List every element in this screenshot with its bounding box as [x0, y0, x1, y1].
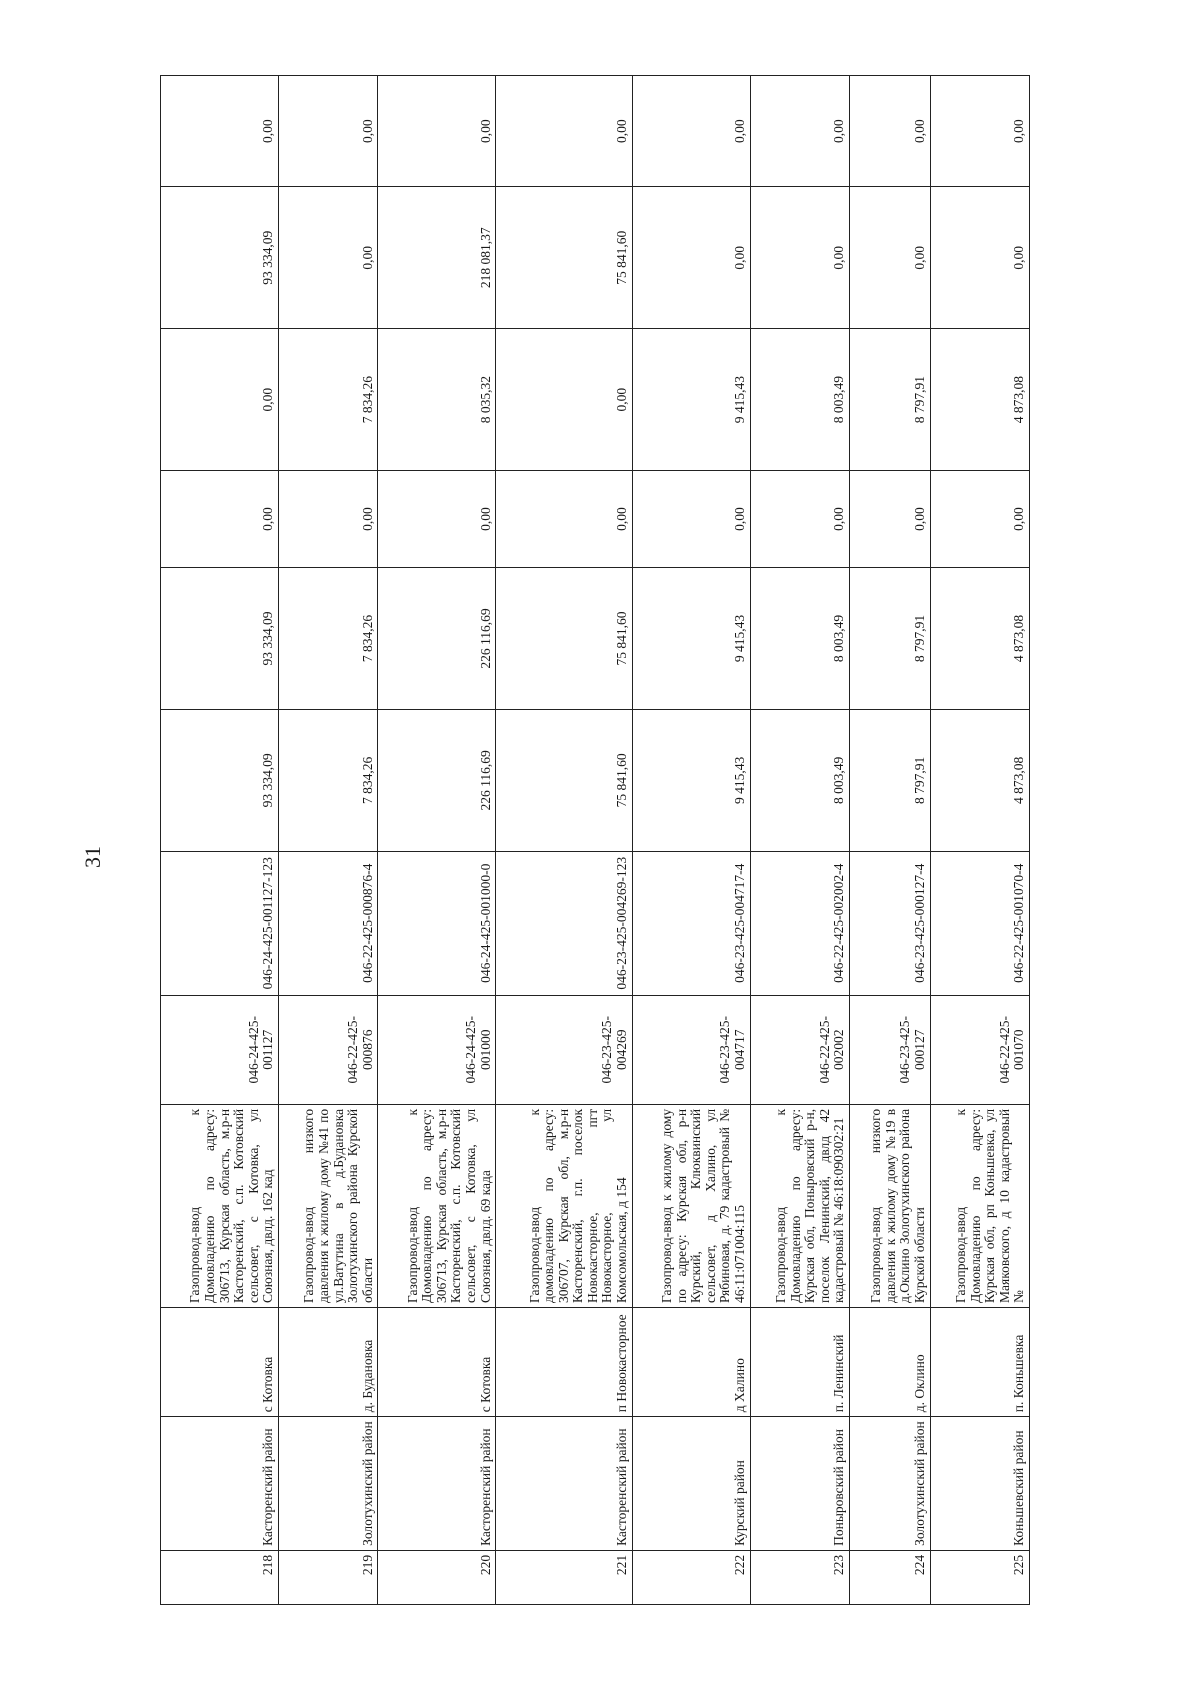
district-cell: Поныровский район: [750, 1417, 849, 1551]
object-code-cell: 046-22-425-001070: [930, 995, 1029, 1104]
district-cell: Касторенский район: [378, 1417, 496, 1551]
object-code-cell: 046-22-425-002002: [750, 995, 849, 1104]
value-cell-4: 7 834,26: [278, 329, 377, 471]
row-number: 224: [849, 1550, 930, 1604]
value-cell-2: 4 873,08: [930, 568, 1029, 710]
district-cell: Золотухинский район: [278, 1417, 377, 1551]
value-cell-5: 75 841,60: [496, 187, 633, 329]
row-number: 222: [632, 1550, 750, 1604]
row-number: 219: [278, 1550, 377, 1604]
register-table-wrap: [160, 75, 1030, 1605]
inventory-code-cell: 046-22-425-000876-4: [278, 851, 377, 995]
object-code-cell: 046-24-425-001127: [161, 995, 279, 1104]
table-row: [632, 76, 750, 1605]
value-cell-2: 226 116,69: [378, 568, 496, 710]
value-cell-6: 0,00: [378, 76, 496, 187]
row-number: 221: [496, 1550, 633, 1604]
row-number: 220: [378, 1550, 496, 1604]
description-cell: Газопровод-ввод к Домовладению по адресу: 306713, Курская область, м.р-н Касторенский, с.п. Котовский сельсовет, с Котовка, ул Союзная, двлд. 162 кад: [161, 1104, 279, 1307]
inventory-code-cell: 046-23-425-000127-4: [849, 851, 930, 995]
settlement-cell: п. Коньшевка: [930, 1308, 1029, 1417]
register-body: [161, 76, 1030, 1605]
object-code-cell: 046-23-425-004269: [496, 995, 633, 1104]
description-cell: Газопровод-ввод низкого давления к жилому дому №41 по ул.Ватутина в д.Будановка Золотухинского района Курской области: [278, 1104, 377, 1307]
value-cell-6: 0,00: [750, 76, 849, 187]
settlement-cell: п. Ленинский: [750, 1308, 849, 1417]
settlement-cell: д. Оклино: [849, 1308, 930, 1417]
value-cell-2: 93 334,09: [161, 568, 279, 710]
value-cell-4: 4 873,08: [930, 329, 1029, 471]
value-cell-3: 0,00: [496, 471, 633, 568]
value-cell-6: 0,00: [930, 76, 1029, 187]
district-cell: Коньшевский район: [930, 1417, 1029, 1551]
inventory-code-cell: 046-24-425-001000-0: [378, 851, 496, 995]
table-row: [930, 76, 1029, 1605]
value-cell-5: 0,00: [632, 187, 750, 329]
value-cell-2: 9 415,43: [632, 568, 750, 710]
value-cell-1: 8 797,91: [849, 709, 930, 851]
value-cell-1: 226 116,69: [378, 709, 496, 851]
value-cell-6: 0,00: [632, 76, 750, 187]
table-row: [161, 76, 279, 1605]
district-cell: Курский район: [632, 1417, 750, 1551]
inventory-code-cell: 046-24-425-001127-123: [161, 851, 279, 995]
value-cell-3: 0,00: [632, 471, 750, 568]
settlement-cell: д. Будановка: [278, 1308, 377, 1417]
value-cell-1: 9 415,43: [632, 709, 750, 851]
description-cell: Газопровод-ввод к Домовладению по адресу: Курская обл, Поныровский р-н, поселок Ленинский, двлд 42 кадастровый № 46:18:090302:21: [750, 1104, 849, 1307]
value-cell-2: 8 797,91: [849, 568, 930, 710]
row-number: 218: [161, 1550, 279, 1604]
value-cell-5: 0,00: [930, 187, 1029, 329]
value-cell-6: 0,00: [496, 76, 633, 187]
inventory-code-cell: 046-22-425-002002-4: [750, 851, 849, 995]
description-cell: Газопровод-ввод низкого давления к жилому дому №19 в д.Оклино Золотухинского района Курской области: [849, 1104, 930, 1307]
settlement-cell: д Халино: [632, 1308, 750, 1417]
value-cell-5: 0,00: [278, 187, 377, 329]
district-cell: Касторенский район: [161, 1417, 279, 1551]
object-code-cell: 046-24-425-001000: [378, 995, 496, 1104]
description-cell: Газопровод-ввод к жилому дому по адресу: Курская обл, р-н Курский, Клюквинский сельсовет, д Халино, ул Рябиновая, д. 79 кадастровый № 46:11:071004:115: [632, 1104, 750, 1307]
value-cell-4: 0,00: [496, 329, 633, 471]
value-cell-3: 0,00: [750, 471, 849, 568]
inventory-code-cell: 046-23-425-004269-123: [496, 851, 633, 995]
settlement-cell: с Котовка: [378, 1308, 496, 1417]
value-cell-3: 0,00: [278, 471, 377, 568]
row-number: 223: [750, 1550, 849, 1604]
value-cell-1: 75 841,60: [496, 709, 633, 851]
value-cell-4: 8 797,91: [849, 329, 930, 471]
value-cell-4: 8 035,32: [378, 329, 496, 471]
row-number: 225: [930, 1550, 1029, 1604]
value-cell-3: 0,00: [378, 471, 496, 568]
settlement-cell: п Новокасторное: [496, 1308, 633, 1417]
table-row: [750, 76, 849, 1605]
value-cell-5: 0,00: [750, 187, 849, 329]
value-cell-2: 7 834,26: [278, 568, 377, 710]
value-cell-5: 218 081,37: [378, 187, 496, 329]
value-cell-4: 9 415,43: [632, 329, 750, 471]
settlement-cell: с Котовка: [161, 1308, 279, 1417]
table-row: [278, 76, 377, 1605]
value-cell-6: 0,00: [161, 76, 279, 187]
value-cell-3: 0,00: [849, 471, 930, 568]
value-cell-4: 8 003,49: [750, 329, 849, 471]
object-code-cell: 046-23-425-000127: [849, 995, 930, 1104]
value-cell-1: 7 834,26: [278, 709, 377, 851]
value-cell-4: 0,00: [161, 329, 279, 471]
object-code-cell: 046-22-425-000876: [278, 995, 377, 1104]
value-cell-1: 4 873,08: [930, 709, 1029, 851]
district-cell: Золотухинский район: [849, 1417, 930, 1551]
inventory-code-cell: 046-23-425-004717-4: [632, 851, 750, 995]
value-cell-6: 0,00: [849, 76, 930, 187]
description-cell: Газопровод-ввод к Домовладению по адресу: 306713, Курская область, м.р-н Касторенский, с.п. Котовский сельсовет, с Котовка, ул Союзная, двлд. 69 када: [378, 1104, 496, 1307]
value-cell-2: 8 003,49: [750, 568, 849, 710]
object-code-cell: 046-23-425-004717: [632, 995, 750, 1104]
value-cell-1: 8 003,49: [750, 709, 849, 851]
value-cell-1: 93 334,09: [161, 709, 279, 851]
inventory-code-cell: 046-22-425-001070-4: [930, 851, 1029, 995]
description-cell: Газопровод-ввод к домовладению по адресу: 306707, Курская обл, м.р-н Касторенский, г.п. поселок Новокасторное, пгт Новокасторное, ул Комсомольская, д 154: [496, 1104, 633, 1307]
value-cell-5: 0,00: [849, 187, 930, 329]
value-cell-3: 0,00: [161, 471, 279, 568]
value-cell-6: 0,00: [278, 76, 377, 187]
table-row: [378, 76, 496, 1605]
value-cell-2: 75 841,60: [496, 568, 633, 710]
table-row: [849, 76, 930, 1605]
description-cell: Газопровод-ввод к Домовладению по адресу: Курская обл, рп Коньшевка, ул Маяковского, д 10 кадастровый №: [930, 1104, 1029, 1307]
district-cell: Касторенский район: [496, 1417, 633, 1551]
register-table: [160, 75, 1030, 1605]
table-row: [496, 76, 633, 1605]
value-cell-3: 0,00: [930, 471, 1029, 568]
value-cell-5: 93 334,09: [161, 187, 279, 329]
page-number: 31: [80, 846, 105, 868]
